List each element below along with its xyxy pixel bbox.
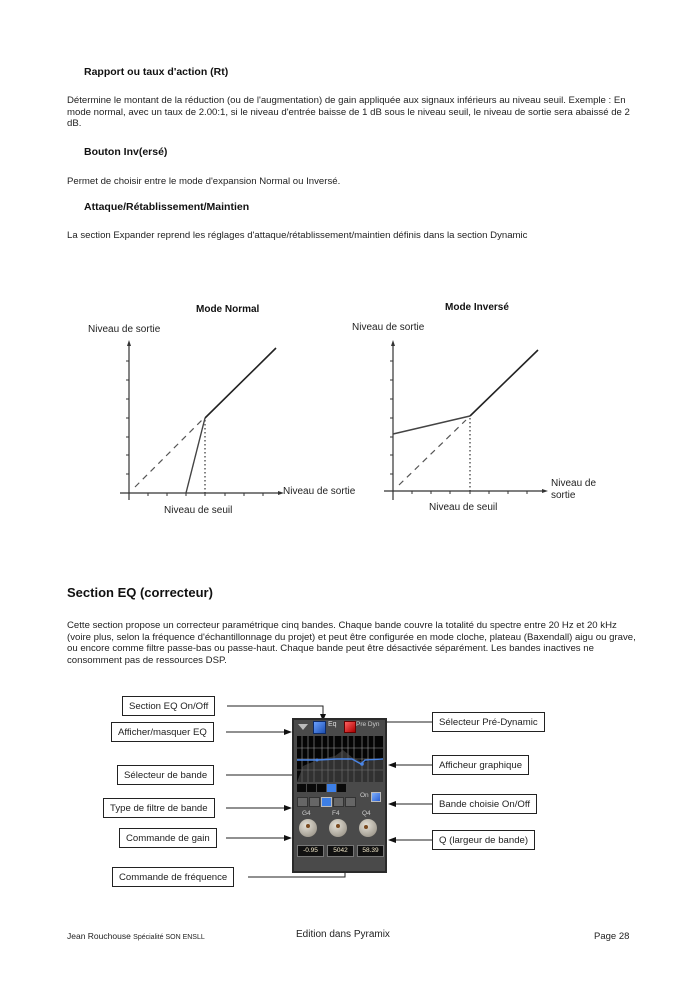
paragraph-rt: Détermine le montant de la réduction (ou de l'augmentation) de gain appliquée aux signaux inférieurs au niveau seuil. Exemple : En mode normal, avec un taux de 2.00:1, si le niveau d'entrée baisse de 1 dB sous le niveau seuil, le niveau de sortie sera abaissé de 2 dB. <box>67 95 630 130</box>
band-selector[interactable] <box>297 784 346 792</box>
callout-band-selector: Sélecteur de bande <box>117 765 214 785</box>
collapse-triangle-icon[interactable] <box>298 724 308 730</box>
predyn-label: Pre Dyn <box>356 721 380 728</box>
eq-graph-display <box>297 736 383 782</box>
freq-knob-label: F4 <box>332 810 340 817</box>
footer-title: Edition dans Pyramix <box>296 929 390 940</box>
band-5-button[interactable] <box>337 784 346 792</box>
callout-show-hide-eq: Afficher/masquer EQ <box>111 722 214 742</box>
q-knob[interactable] <box>359 819 377 837</box>
chart-inverse-title: Mode Inversé <box>445 302 509 313</box>
predyn-selector-button[interactable] <box>344 721 356 733</box>
filter-highcut-icon[interactable] <box>345 797 356 807</box>
chart-normal-threshold-label: Niveau de seuil <box>164 505 233 516</box>
band-on-off-button[interactable] <box>371 792 381 802</box>
callout-gain-control: Commande de gain <box>119 828 217 848</box>
gain-knob-label: G4 <box>302 810 311 817</box>
heading-eq: Section EQ (correcteur) <box>67 585 213 600</box>
chart-inverse-ylabel: Niveau de sortie <box>352 322 425 333</box>
frequency-value[interactable]: 5042 <box>327 845 354 857</box>
chart-normal-plot <box>110 335 290 505</box>
callout-band-on-off: Bande choisie On/Off <box>432 794 537 814</box>
eq-on-off-button[interactable] <box>313 721 326 734</box>
band-3-button[interactable] <box>317 784 326 792</box>
filter-type-selector[interactable] <box>297 797 356 807</box>
chart-inverse-threshold-label: Niveau de seuil <box>429 502 498 513</box>
footer-author-suffix: Spécialité SON ENSLL <box>133 934 205 941</box>
filter-bell-icon[interactable] <box>321 797 332 807</box>
band-2-button[interactable] <box>307 784 316 792</box>
frequency-knob[interactable] <box>329 819 347 837</box>
callout-filter-type: Type de filtre de bande <box>103 798 215 818</box>
footer-author-name: Jean Rouchouse <box>67 931 131 941</box>
q-value[interactable]: 58.39 <box>357 845 384 857</box>
eq-label: Eq <box>328 721 337 728</box>
chart-normal-xlabel: Niveau de sortie <box>283 486 356 497</box>
chart-inverse-plot <box>374 335 554 505</box>
callout-predynamic-selector: Sélecteur Pré-Dynamic <box>432 712 545 732</box>
band-on-label: On <box>360 792 369 799</box>
callout-q-bandwidth: Q (largeur de bande) <box>432 830 535 850</box>
heading-inv: Bouton Inv(ersé) <box>84 146 168 158</box>
paragraph-eq: Cette section propose un correcteur paramétrique cinq bandes. Chaque bande couvre la totalité du spectre entre 20 Hz et 20 kHz (voire plus, selon la fréquence d'échantillonnage du projet) et peut être configurée en mode cloche, plateau (Baxendall) aigu ou grave, ou encore comme filtre passe-bas ou passe-haut. Chaque bande peut être désactivée séparément. Les bandes inactives ne consomment pas de ressources DSP. <box>67 620 636 666</box>
paragraph-inv: Permet de choisir entre le mode d'expansion Normal ou Inversé. <box>67 176 341 187</box>
band-4-button[interactable] <box>327 784 336 792</box>
chart-normal-ylabel: Niveau de sortie <box>88 324 161 335</box>
footer-author <box>67 931 205 941</box>
filter-lowshelf-icon[interactable] <box>309 797 320 807</box>
callout-graph-display: Afficheur graphique <box>432 755 529 775</box>
eq-panel <box>292 718 387 873</box>
chart-inverse-xlabel-line1: Niveau de <box>551 478 597 489</box>
filter-highshelf-icon[interactable] <box>333 797 344 807</box>
chart-inverse-xlabel-line2: sortie <box>551 490 576 501</box>
callout-frequency-control: Commande de fréquence <box>112 867 234 887</box>
band-1-button[interactable] <box>297 784 306 792</box>
heading-rt: Rapport ou taux d'action (Rt) <box>84 66 229 78</box>
footer-page-number: Page 28 <box>594 931 630 942</box>
chart-inverse-xlabel <box>551 478 596 502</box>
filter-lowcut-icon[interactable] <box>297 797 308 807</box>
chart-normal-title: Mode Normal <box>196 304 260 315</box>
heading-attack: Attaque/Rétablissement/Maintien <box>84 201 250 213</box>
paragraph-attack: La section Expander reprend les réglages d'attaque/rétablissement/maintien définis dans la section Dynamic <box>67 230 528 241</box>
q-knob-label: Q4 <box>362 810 371 817</box>
gain-knob[interactable] <box>299 819 317 837</box>
gain-value[interactable]: -0.95 <box>297 845 324 857</box>
callout-section-eq-on-off: Section EQ On/Off <box>122 696 215 716</box>
